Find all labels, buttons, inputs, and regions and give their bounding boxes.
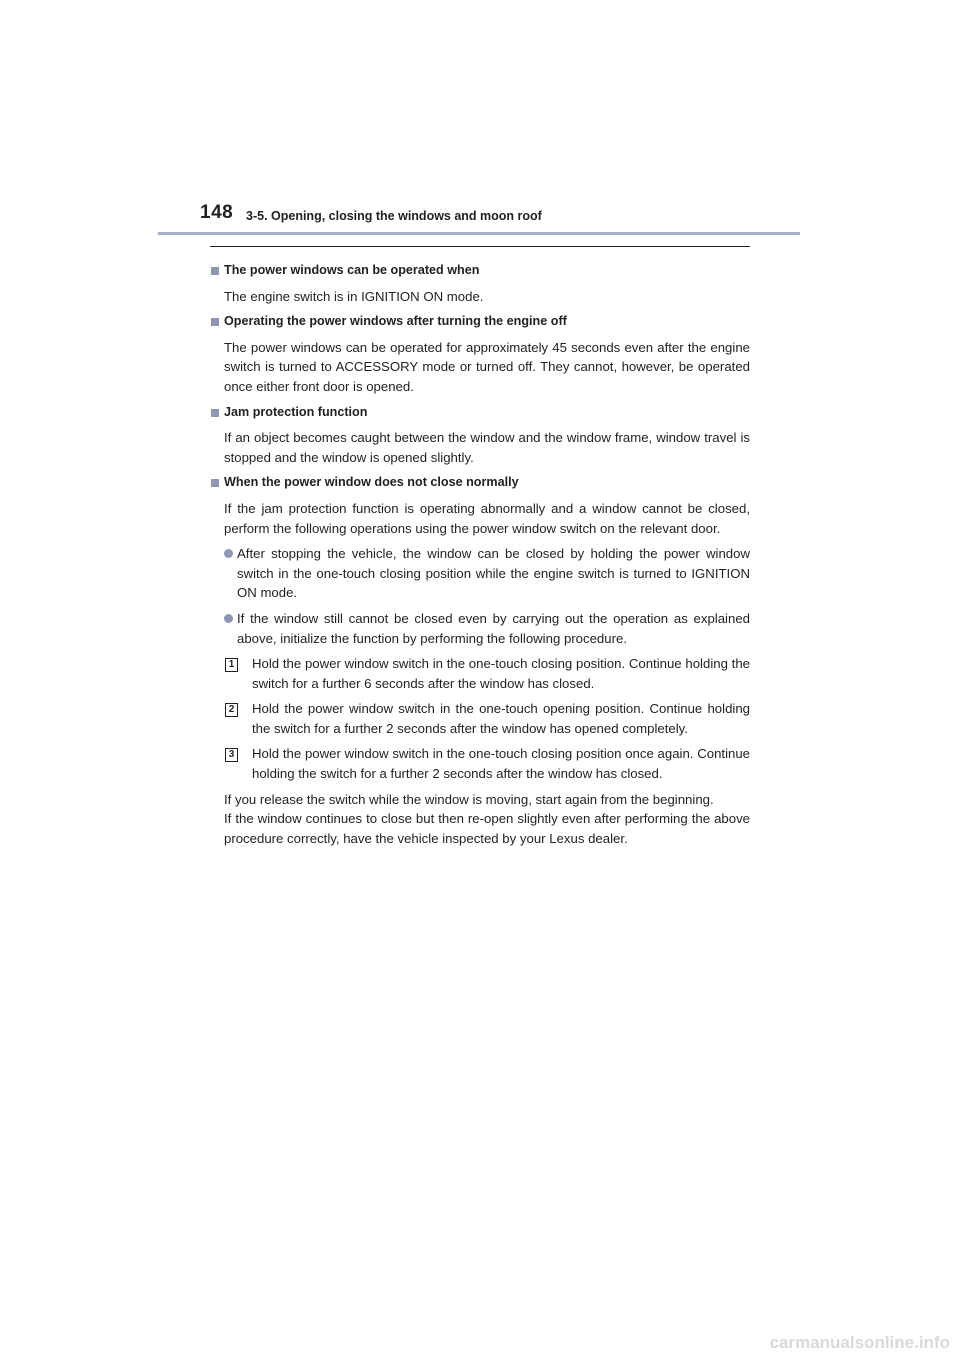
square-marker-icon	[211, 409, 219, 417]
section-paragraph: The power windows can be operated for approximately 45 seconds even after the engine switch is turned to ACCESSORY mode or turned off. They cannot, however, be operated once either front door is opened.	[224, 339, 750, 394]
circle-bullet-icon	[224, 549, 233, 558]
procedure-step	[228, 654, 750, 693]
page-header	[0, 0, 960, 240]
square-marker-icon	[211, 267, 219, 275]
section-paragraph: The engine switch is in IGNITION ON mode.	[224, 288, 484, 304]
step-number-badge: 3	[225, 748, 238, 762]
footnote-line: If you release the switch while the window is moving, start again from the beginning.	[224, 791, 714, 807]
watermark: carmanualsonline.info	[769, 1333, 950, 1352]
circle-bullet-icon	[224, 614, 233, 623]
section-paragraph: If the jam protection function is operating abnormally and a window cannot be closed, perform the following operations using the power window switch on the relevant door.	[224, 500, 750, 536]
square-marker-icon	[211, 318, 219, 326]
step-text: Hold the power window switch in the one-touch closing position once again. Continue holding the switch for a further 2 seconds after the window has closed.	[252, 746, 750, 782]
square-marker-icon	[211, 479, 219, 487]
page-number: 148	[200, 202, 234, 223]
footnote	[224, 790, 750, 849]
bullet-text: After stopping the vehicle, the window can be closed by holding the power window switch in the one-touch closing position while the engine switch is turned to IGNITION ON mode.	[237, 546, 750, 601]
step-number-badge: 2	[225, 703, 238, 717]
section-heading-text: Jam protection function	[224, 404, 368, 419]
step-text: Hold the power window switch in the one-touch opening position. Continue holding the switch for a further 2 seconds after the window has opened completely.	[252, 701, 750, 736]
header-band	[158, 232, 800, 235]
bullet-text: If the window still cannot be closed even by carrying out the operation as explained above, initialize the function by performing the following procedure.	[237, 610, 750, 646]
section-heading	[210, 312, 750, 332]
section-paragraph: If an object becomes caught between the window and the window frame, window travel is stopped and the window is opened slightly.	[224, 430, 750, 465]
step-number-badge: 1	[225, 658, 238, 672]
step-text: Hold the power window switch in the one-touch closing position. Continue holding the switch for a further 6 seconds after the window has closed.	[252, 656, 750, 691]
top-rule	[210, 246, 750, 247]
section-heading	[210, 261, 750, 281]
section-title: 3-5. Opening, closing the windows and moon roof	[246, 209, 542, 223]
section-heading	[210, 473, 750, 493]
footnote-line: If the window continues to close but then re-open slightly even after performing the above procedure correctly, have the vehicle inspected by your Lexus dealer.	[224, 811, 750, 846]
bullet-item	[224, 609, 750, 648]
section-heading-text: Operating the power windows after turning the engine off	[224, 314, 567, 329]
page-content	[210, 261, 750, 848]
bullet-item	[224, 544, 750, 603]
procedure-step	[228, 699, 750, 738]
procedure-step	[228, 744, 750, 783]
section-heading-text: When the power window does not close normally	[224, 475, 519, 490]
section-heading-text: The power windows can be operated when	[224, 263, 480, 277]
section-heading	[210, 403, 750, 423]
